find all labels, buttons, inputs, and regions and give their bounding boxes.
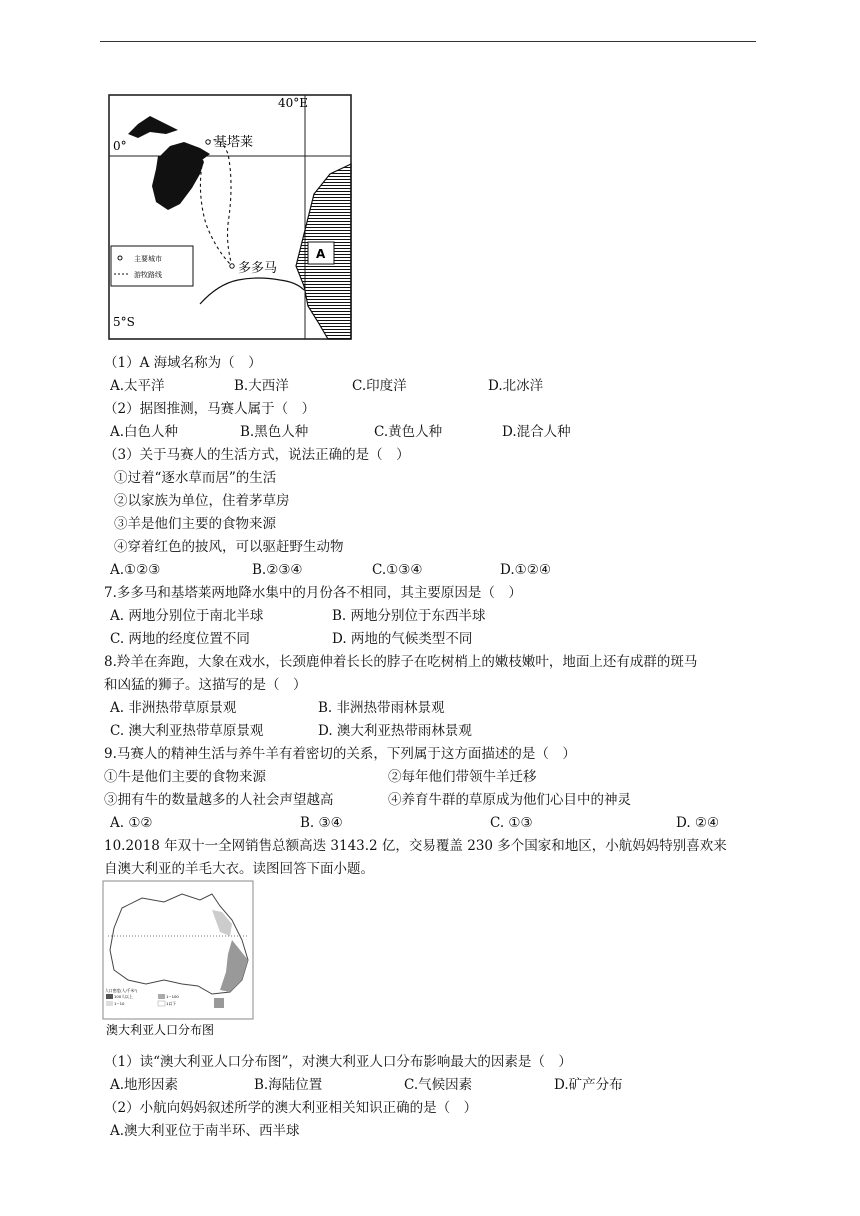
- q10-stem-line2: 自澳大利亚的羊毛大衣。读图回答下面小题。: [104, 861, 374, 877]
- option: C. 两地的经度位置不同: [110, 631, 250, 647]
- q6-s3-item: ②以家族为单位，住着茅草房: [114, 493, 290, 509]
- q7-stem: 7.多多马和基塔莱两地降水集中的月份各不相同，其主要原因是（ ）: [104, 585, 522, 601]
- option: D.①②④: [500, 562, 551, 578]
- option: C.①③④: [372, 562, 423, 578]
- option: A.太平洋: [110, 378, 165, 394]
- map1-sea-label: A: [316, 247, 326, 261]
- map1-legend-route: 游牧路线: [134, 271, 162, 279]
- item: ①牛是他们主要的食物来源: [104, 769, 266, 785]
- q8-stem-line2: 和凶猛的狮子。这描写的是（ ）: [104, 677, 307, 693]
- map2-caption: 澳大利亚人口分布图: [106, 1023, 215, 1037]
- option: B.海陆位置: [254, 1077, 323, 1093]
- option: D.北冰洋: [488, 378, 544, 394]
- map1-city-north: 基塔莱: [214, 135, 254, 150]
- q6-s3-stem: （3）关于马赛人的生活方式，说法正确的是（ ）: [104, 447, 410, 463]
- map1-legend-city: 主要城市: [134, 255, 162, 263]
- option: D. 澳大利亚热带雨林景观: [318, 723, 472, 739]
- option: B.②③④: [252, 562, 303, 578]
- map1-lon-label: 40°E: [278, 96, 309, 110]
- option: C. ①③: [490, 815, 533, 831]
- item: ③拥有牛的数量越多的人社会声望越高: [104, 792, 334, 808]
- q10-s2-option-a: A.澳大利亚位于南半环、西半球: [110, 1123, 300, 1139]
- map2-legend-item: 1~100: [166, 994, 179, 999]
- east-africa-map: [108, 94, 352, 340]
- map1-lat0-label: 0°: [113, 139, 127, 153]
- option: A. 两地分别位于南北半球: [110, 608, 264, 624]
- option: B.大西洋: [234, 378, 289, 394]
- map1-lat5-label: 5°S: [113, 315, 135, 329]
- option: A.地形因素: [110, 1077, 179, 1093]
- option: C.黄色人种: [374, 424, 443, 440]
- q10-stem-line1: 10.2018 年双十一全网销售总额高迭 3143.2 亿，交易覆盖 230 多个国家和地区，小航妈妈特别喜欢来: [104, 838, 727, 854]
- option: C. 澳大利亚热带草原景观: [110, 723, 264, 739]
- q8-stem-line1: 8.羚羊在奔跑，大象在戏水，长颈鹿伸着长长的脖子在吃树梢上的嫩枝嫩叶，地面上还有成群的斑马: [104, 654, 698, 670]
- option: A. ①②: [110, 815, 153, 831]
- option: D.矿产分布: [554, 1077, 623, 1093]
- option: A.①②③: [110, 562, 161, 578]
- q6-s3-item: ①过着“逐水草而居”的生活: [114, 470, 277, 486]
- map2-legend-title: 人口密度(人/千米²): [105, 988, 138, 993]
- option: A. 非洲热带草原景观: [110, 700, 237, 716]
- q9-stem: 9.马赛人的精神生活与养牛羊有着密切的关系，下列属于这方面描述的是（ ）: [104, 746, 576, 762]
- option: D. 两地的气候类型不同: [332, 631, 473, 647]
- option: B. 非洲热带雨林景观: [318, 700, 445, 716]
- option: C.印度洋: [352, 378, 407, 394]
- option: A.白色人种: [110, 424, 179, 440]
- option: B. 两地分别位于东西半球: [332, 608, 486, 624]
- q6-s2-stem: （2）据图推测，马赛人属于（ ）: [104, 401, 316, 417]
- header-rule: [100, 41, 756, 42]
- map2-legend-item: 1以下: [166, 1001, 177, 1006]
- q6-s1-stem: （1）A 海域名称为（ ）: [104, 355, 262, 371]
- option: D.混合人种: [502, 424, 571, 440]
- q10-s1-stem: （1）读“澳大利亚人口分布图”，对澳大利亚人口分布影响最大的因素是（ ）: [104, 1054, 572, 1070]
- map1-city-south: 多多马: [238, 261, 278, 276]
- australia-population-map: [102, 880, 254, 1040]
- map2-legend-item: 100人以上: [114, 994, 133, 999]
- option: D. ②④: [676, 815, 720, 831]
- option: B. ③④: [300, 815, 343, 831]
- item: ②每年他们带领牛羊迁移: [388, 769, 537, 785]
- map2-legend-item: 1~10: [114, 1001, 125, 1006]
- option: C.气候因素: [404, 1077, 473, 1093]
- q6-s3-item: ④穿着红色的披风，可以驱赶野生动物: [114, 539, 344, 555]
- q10-s2-stem: （2）小航向妈妈叙述所学的澳大利亚相关知识正确的是（ ）: [104, 1100, 478, 1116]
- item: ④养育牛群的草原成为他们心目中的神灵: [388, 792, 631, 808]
- q6-s3-item: ③羊是他们主要的食物来源: [114, 516, 276, 532]
- option: B.黑色人种: [240, 424, 309, 440]
